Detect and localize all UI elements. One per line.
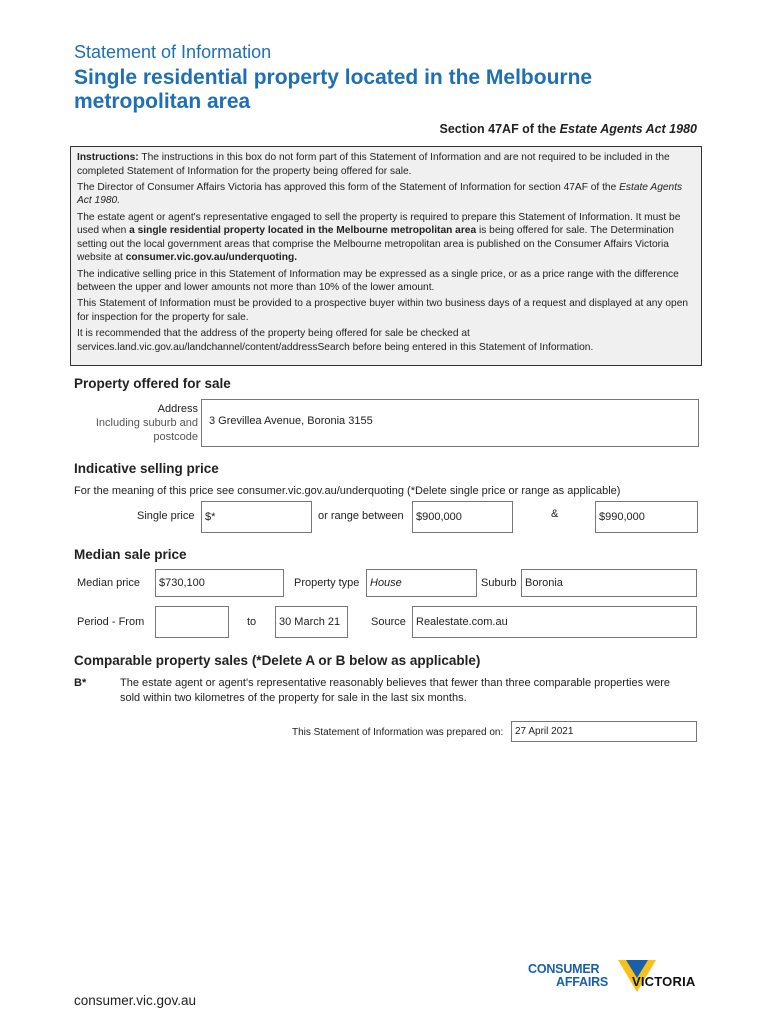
- suburb-field[interactable]: [521, 569, 697, 597]
- instructions-p2: [77, 181, 695, 208]
- instructions-box: [70, 146, 702, 366]
- instructions-p3b: is being offered for sale. The Determination setting out the local government areas that comprise the Melbourne metropolitan area is published on the Consumer Affairs Victoria website at: [77, 225, 674, 264]
- consumer-affairs-victoria-logo: [528, 958, 703, 1000]
- median-heading: Median sale price: [74, 547, 187, 562]
- property-type-label: Property type: [294, 577, 360, 589]
- address-label-line3: postcode: [153, 431, 198, 443]
- single-price-field[interactable]: [201, 501, 312, 533]
- instructions-p3a: The estate agent or agent's representative engaged to sell the property is required to prepare this Statement of Information. It must be used when: [77, 211, 681, 237]
- document-label: Statement of Information: [74, 42, 272, 62]
- property-type-value: House: [370, 577, 402, 589]
- instructions-p1-text: The instructions in this box do not form part of this Statement of Information and are not required to be included in the completed Statement of Information for the property being offered for sale.: [77, 152, 670, 177]
- logo-consumer: CONSUMER: [528, 962, 600, 976]
- comparable-heading: Comparable property sales (*Delete A or B below as applicable): [74, 653, 481, 668]
- prepared-on-value: 27 April 2021: [515, 726, 574, 737]
- prepared-on-field[interactable]: [511, 721, 697, 742]
- underquoting-link[interactable]: consumer.vic.gov.au/underquoting.: [125, 252, 298, 264]
- price-heading: Indicative selling price: [74, 461, 219, 476]
- address-label-line2: Including suburb and: [95, 417, 198, 429]
- source-value: Realestate.com.au: [416, 616, 508, 628]
- price-note: For the meaning of this price see consumer.vic.gov.au/underquoting (*Delete single price or range as applicable): [74, 485, 621, 497]
- range-high-field[interactable]: [595, 501, 698, 533]
- instructions-p3: [77, 211, 695, 265]
- section-reference: [440, 122, 697, 136]
- instructions-p3-bold: a single residential property located in the Melbourne metropolitan area: [129, 225, 477, 237]
- period-from-field[interactable]: [155, 606, 229, 638]
- instructions-p4: The indicative selling price in this Statement of Information may be expressed as a single price, or as a price range with the difference between the upper and lower amounts not more than 10% of the lower amount.: [77, 268, 679, 294]
- period-to-label: to: [247, 616, 257, 628]
- logo-affairs: AFFAIRS: [556, 975, 609, 989]
- address-label-line1: Address: [157, 403, 198, 415]
- instructions-p2-text: The Director of Consumer Affairs Victoria has approved this form of the Statement of Information for section 47AF of the: [77, 181, 620, 193]
- range-high-value: $990,000: [599, 511, 645, 523]
- property-type-field[interactable]: [366, 569, 477, 597]
- footer-url[interactable]: consumer.vic.gov.au: [74, 993, 197, 1008]
- suburb-label: Suburb: [481, 577, 517, 589]
- range-low-value: $900,000: [416, 511, 462, 523]
- median-price-field[interactable]: [155, 569, 284, 597]
- range-label: or range between: [318, 510, 404, 522]
- instructions-p5: This Statement of Information must be provided to a prospective buyer within two business days of a request and displayed at any open for inspection for the property for sale.: [77, 298, 689, 323]
- source-label: Source: [371, 616, 406, 628]
- option-b-label: B*: [74, 677, 87, 689]
- option-b-text: The estate agent or agent's representative reasonably believes that fewer than three comparable properties were sold within two kilometres of the property for sale in the last six months.: [120, 677, 670, 704]
- single-price-value: $*: [205, 511, 216, 523]
- instructions-p2-act: Estate Agents Act 1980.: [77, 181, 683, 207]
- instructions-p1: [77, 151, 695, 178]
- median-price-value: $730,100: [159, 577, 205, 589]
- address-value: 3 Grevillea Avenue, Boronia 3155: [209, 415, 373, 427]
- instructions-p6: It is recommended that the address of the property being offered for sale be checked at services.land.vic.gov.au/landchannel/content/addressSearch before being entered in this Statement of Information.: [77, 328, 594, 353]
- logo-victoria: VICTORIA: [632, 974, 696, 989]
- source-field[interactable]: [412, 606, 697, 638]
- act-name: Estate Agents Act 1980: [559, 122, 697, 136]
- range-ampersand: &: [551, 508, 559, 520]
- instructions-label: Instructions:: [77, 152, 139, 163]
- median-price-label: Median price: [77, 577, 140, 589]
- section-prefix: Section 47AF of the: [439, 122, 560, 136]
- period-to-value: 30 March 21: [279, 616, 341, 628]
- address-field[interactable]: [201, 399, 699, 447]
- range-low-field[interactable]: [412, 501, 513, 533]
- page-title: Single residential property located in the Melbourne metropolitan area: [74, 66, 593, 113]
- property-heading: Property offered for sale: [74, 376, 231, 391]
- suburb-value: Boronia: [525, 577, 563, 589]
- address-label: [96, 402, 198, 444]
- single-price-label: Single price: [137, 510, 195, 522]
- period-from-label: Period - From: [77, 616, 145, 628]
- period-to-field[interactable]: [275, 606, 348, 638]
- prepared-on-label: This Statement of Information was prepared on:: [292, 727, 504, 738]
